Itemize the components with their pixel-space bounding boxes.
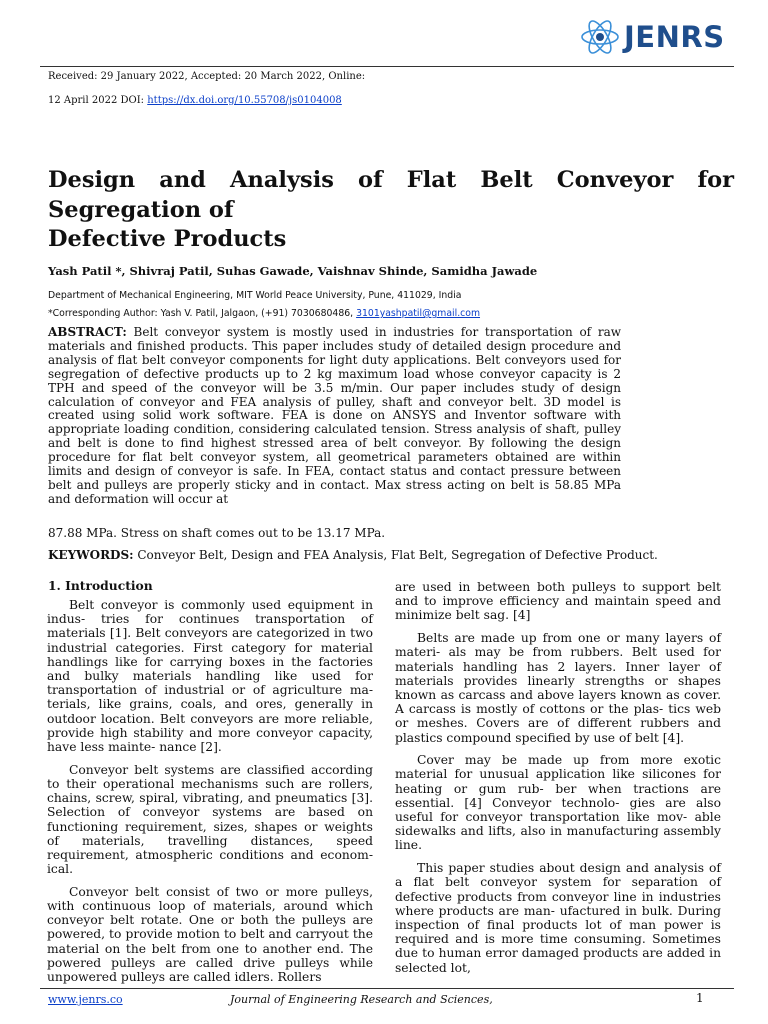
keywords-text: Conveyor Belt, Design and FEA Analysis, Flat Belt, Segregation of Defective Product.	[133, 548, 658, 562]
abstract-text: Belt conveyor system is mostly used in industries for transportation of raw materials and finished products. This paper includes study of detailed design procedure and analysis of flat belt conveyor components for light duty applications. Belt conveyors used for segregation of defective products up to 2 kg maximum load whose conveyor capacity is 2 TPH and speed of the conveyor will be 3.5 m/min. Our paper includes study of design calculation of conveyor and FEA analysis of pulley, shaft and conveyor belt. 3D model is created using solid work software. FEA is done on ANSYS and Inventor software with appropriate loading condition, considering calculated tension. Stress analysis of shaft, pulley and belt is done to find highest stressed area of belt conveyor. By following the design procedure for flat belt conveyor system, all geometrical parameters obtained are within limits and design of conveyor is safe. In FEA, contact status and contact pressure between belt and pulleys are properly sticky and in contact. Max stress acting on belt is 58.85 MPa and deformation will occur at	[48, 325, 621, 506]
keywords-label: KEYWORDS:	[48, 548, 134, 562]
paragraph: Conveyor belt consist of two or more pulleys, with continuous loop of materials, around which conveyor belt rotate. One or both the pulleys are powered, to provide motion to belt and carryout the material on the belt from one to another end. The powered pulleys are called drive pulleys while unpowered pulleys are called idlers. Rollers	[47, 884, 373, 985]
footer-divider	[40, 988, 734, 989]
header-divider	[40, 66, 734, 67]
column-right	[395, 580, 721, 983]
column-left	[47, 598, 373, 993]
footer-site-link[interactable]: www.jenrs.co	[48, 993, 123, 1006]
title-line-2: Segregation of	[48, 196, 234, 223]
title-line-1: Design and Analysis of Flat Belt Conveyor for	[48, 167, 734, 193]
paragraph: Belts are made up from one or many layers of materi- als may be from rubbers. Belt used for materials handling has 2 layers. Inner layer of materials provides linearly strengths or shapes known as carcass and above layers known as cover. A carcass is mostly of cottons or the plas- tics web or meshes. Covers are of different rubbers and plastics compound specified by use of belt [4].	[395, 631, 721, 745]
paragraph: Conveyor belt systems are classified according to their operational mechanisms such are rollers, chains, screw, spiral, vibrating, and pneumatics [3]. Selection of conveyor systems are based on functioning requirement, sizes, shapes or weights of materials, travelling distances, speed requirement, atmospheric conditions and econom- ical.	[47, 762, 373, 877]
section-heading: 1. Introduction	[48, 578, 153, 593]
logo-text: JENRS	[624, 20, 725, 54]
paragraph: Cover may be made up from more exotic material for unusual application like silicones for heating or gum rub- ber when tractions are essential. [4] Conveyor technolo- gies are also useful for conveyor transportation like mov- able sidewalks and lifts, also in manufacturing assembly line.	[395, 753, 721, 853]
affiliation: Department of Mechanical Engineering, MIT World Peace University, Pune, 411029, India	[48, 290, 462, 301]
footer-journal-name: Journal of Engineering Research and Sciences,	[230, 993, 493, 1006]
email-link[interactable]: 3101yashpatil@gmail.com	[356, 308, 481, 319]
paper-title	[48, 166, 734, 255]
online-date: 12 April 2022 DOI:	[48, 95, 148, 106]
paragraph: are used in between both pulleys to support belt and to improve efficiency and maintain speed and minimize belt sag. [4]	[395, 580, 721, 623]
author-list: Yash Patil *, Shivraj Patil, Suhas Gawade, Vaishnav Shinde, Samidha Jawade	[48, 264, 538, 278]
page-number: 1	[696, 991, 704, 1005]
doi-link[interactable]: https://dx.doi.org/10.55708/js0104008	[147, 95, 342, 106]
received-line: Received: 29 January 2022, Accepted: 20 March 2022, Online:	[48, 71, 366, 82]
paragraph: This paper studies about design and analysis of a flat belt conveyor system for separation of defective products from conveyor line in industries where products are man- ufactured in bulk. During inspection of final products lot of man power is required and is more time consuming. Sometimes due to human error damaged products are added in selected lot,	[395, 861, 721, 975]
title-line-3: Defective Products	[48, 226, 287, 252]
corresponding-text: *Corresponding Author: Yash V. Patil, Jalgaon, (+91) 7030680486,	[48, 308, 357, 319]
keywords	[48, 548, 658, 562]
journal-logo	[578, 16, 728, 60]
online-doi-line	[48, 95, 342, 106]
abstract	[48, 326, 621, 507]
paragraph: Belt conveyor is commonly used equipment in indus- tries for continues transportation of materials [1]. Belt conveyors are categorized in two industrial categories. First category for material handlings like for carrying boxes in the factories and bulky materials handling like used for transportation of industrial or of agriculture ma- terials, like grains, coals, and ores, generally in outdoor location. Belt conveyors are more reliable, provide high stability and more conveyor capacity, have less mainte- nance [2].	[47, 598, 373, 755]
abstract-label: ABSTRACT:	[48, 325, 127, 339]
corresponding-author	[48, 308, 480, 319]
atom-logo-icon	[578, 16, 622, 58]
abstract-last-line: 87.88 MPa. Stress on shaft comes out to be 13.17 MPa.	[48, 526, 386, 540]
